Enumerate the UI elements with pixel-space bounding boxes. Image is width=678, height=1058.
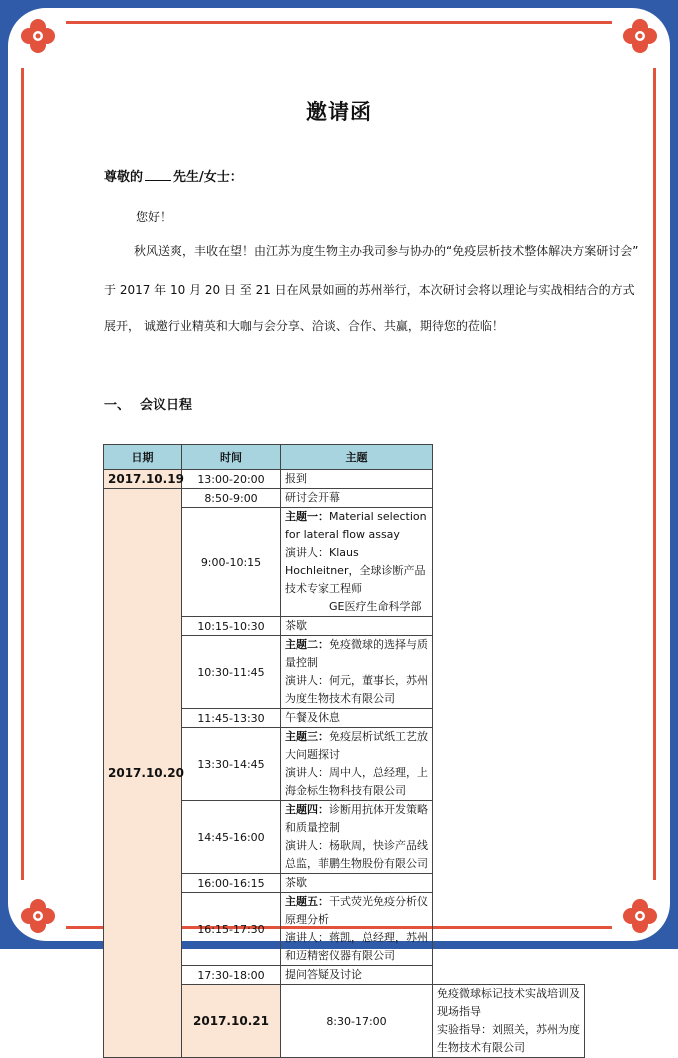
topic-title: Material selection for lateral flow assay: [285, 510, 427, 541]
salutation-prefix: 尊敬的: [104, 170, 144, 185]
time-cell: 16:15-17:30: [182, 893, 281, 966]
header-time: 时间: [182, 445, 281, 470]
topic-key: 主题三：: [285, 730, 329, 743]
page-title: 邀请函: [306, 100, 372, 124]
body-line-1: 秋风送爽，丰收在望！由江苏为度生物主办我司参与协办的“免疫层析技术整体解决方案研讨会”: [134, 244, 639, 258]
topic-cell: [433, 985, 585, 1058]
topic-title: 干式荧光免疫分析仪原理分析: [285, 895, 428, 926]
speaker-affiliation: GE医疗生命科学部: [329, 600, 422, 613]
time-cell: 9:00-10:15: [182, 508, 281, 617]
section-number: 一、: [104, 398, 131, 413]
time-cell: 17:30-18:00: [182, 966, 281, 985]
greeting: 您好！: [136, 210, 173, 224]
topic-key: 主题四：: [285, 803, 329, 816]
topic-title: 免疫微球的选择与质量控制: [285, 638, 428, 669]
flower-ornament-icon: [20, 18, 56, 54]
topic-cell: 提问答疑及讨论: [281, 966, 433, 985]
topic-title: 诊断用抗体开发策略和质量控制: [285, 803, 428, 834]
topic-title: 免疫层析试纸工艺放大问题探讨: [285, 730, 428, 761]
flower-ornament-icon: [20, 898, 56, 934]
topic-cell: [281, 801, 433, 874]
time-cell: 10:30-11:45: [182, 636, 281, 709]
topic-cell: 研讨会开幕: [281, 489, 433, 508]
topic-key: 主题二：: [285, 638, 329, 651]
time-cell: 14:45-16:00: [182, 801, 281, 874]
speaker-line: 演讲人：蒋凯，总经理，苏州和迈精密仪器有限公司: [285, 931, 428, 962]
section-label: 会议日程: [140, 398, 193, 413]
topic-title: 免疫微球标记技术实战培训及现场指导: [437, 987, 580, 1018]
topic-cell: 午餐及休息: [281, 709, 433, 728]
flower-ornament-icon: [622, 18, 658, 54]
speaker-line: 实验指导：刘照关，苏州为度生物技术有限公司: [437, 1023, 580, 1054]
salutation: [104, 166, 243, 185]
topic-cell: 报到: [281, 470, 433, 489]
date-cell: 2017.10.19: [104, 470, 182, 489]
topic-cell: 茶歇: [281, 617, 433, 636]
name-blank: [145, 168, 171, 181]
table-row: [104, 470, 585, 489]
header-topic: 主题: [281, 445, 433, 470]
border-line-left: [21, 68, 24, 880]
body-line-2: 于 2017 年 10 月 20 日 至 21 日在风景如画的苏州举行，本次研讨会将以理论与实战相结合的方式: [104, 283, 635, 297]
speaker-line: 演讲人：杨耿周，快诊产品线总监，菲鹏生物股份有限公司: [285, 839, 428, 870]
speaker-line: 演讲人：Klaus Hochleitner，全球诊断产品技术专家工程师: [285, 546, 426, 595]
flower-ornament-icon: [622, 898, 658, 934]
topic-cell: 茶歇: [281, 874, 433, 893]
table-header-row: [104, 445, 585, 470]
section-heading: [104, 394, 192, 413]
salutation-suffix: 先生/女士：: [173, 170, 243, 185]
border-line-top: [66, 21, 612, 24]
border-line-right: [653, 68, 656, 880]
date-cell: 2017.10.20: [104, 489, 182, 1058]
body-line-3: 展开， 诚邀行业精英和大咖与会分享、洽谈、合作、共赢，期待您的莅临！: [104, 319, 504, 333]
topic-key: 主题五：: [285, 895, 329, 908]
topic-cell: [281, 636, 433, 709]
table-row: [104, 489, 585, 508]
topic-cell: [281, 893, 433, 966]
topic-cell: [281, 508, 433, 617]
topic-key: 主题一：: [285, 510, 329, 523]
header-date: 日期: [104, 445, 182, 470]
speaker-line: 演讲人：何元，董事长，苏州为度生物技术有限公司: [285, 674, 428, 705]
time-cell: 11:45-13:30: [182, 709, 281, 728]
time-cell: 16:00-16:15: [182, 874, 281, 893]
time-cell: 13:00-20:00: [182, 470, 281, 489]
topic-cell: [281, 728, 433, 801]
speaker-line: 演讲人：周中人，总经理，上海金标生物科技有限公司: [285, 766, 428, 797]
time-cell: 8:30-17:00: [281, 985, 433, 1058]
time-cell: 8:50-9:00: [182, 489, 281, 508]
time-cell: 10:15-10:30: [182, 617, 281, 636]
date-cell: 2017.10.21: [182, 985, 281, 1058]
time-cell: 13:30-14:45: [182, 728, 281, 801]
schedule-table: [103, 444, 585, 1058]
